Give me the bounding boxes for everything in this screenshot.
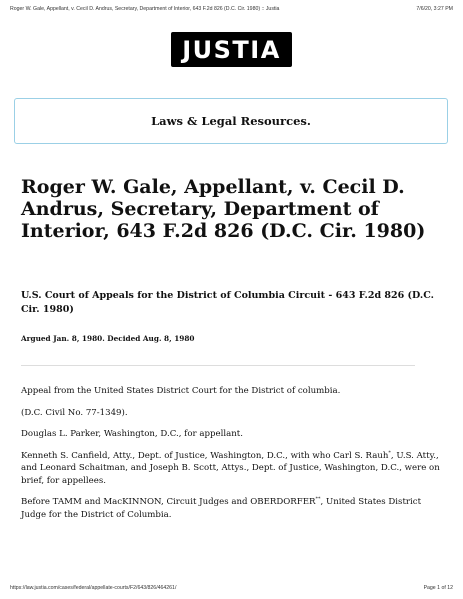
tagline-text: Laws & Legal Resources.: [151, 114, 311, 128]
appellant-counsel-paragraph: Douglas L. Parker, Washington, D.C., for appellant.: [21, 429, 243, 439]
court-citation: U.S. Court of Appeals for the District of Columbia Circuit - 643 F.2d 826 (D.C. Cir. 1980): [21, 290, 434, 315]
print-footer: [10, 585, 453, 591]
opinion-body: [21, 385, 441, 530]
justia-logo[interactable]: JUSTIA: [171, 32, 292, 67]
page-url: https://law.justia.com/cases/federal/appellate-courts/F2/643/826/464261/: [10, 585, 177, 591]
appellee-counsel-paragraph: [21, 450, 441, 488]
print-header-timestamp: 7/6/20, 3:27 PM: [416, 6, 453, 12]
panel-paragraph: [21, 496, 441, 521]
panel-text-b: , United States District Judge for the District of Columbia.: [21, 497, 422, 520]
appellee-counsel-text-b: , U.S. Atty., and Leonard Schaitman, and Joseph B. Scott, Attys., Dept. of Justice, Washington, D.C., were on brief, for appellees.: [21, 450, 440, 486]
page-number: Page 1 of 12: [423, 585, 453, 591]
print-header: [10, 6, 453, 12]
civil-number-paragraph: (D.C. Civil No. 77-1349).: [21, 407, 128, 418]
tagline-banner: [14, 98, 448, 144]
appellee-counsel-text-a: Kenneth S. Canfield, Atty., Dept. of Justice, Washington, D.C., with who Carl S. Rauh: [21, 450, 389, 461]
case-title: Roger W. Gale, Appellant, v. Cecil D. Andrus, Secretary, Department of Interior, 643 F.2d 826 (D.C. Cir. 1980): [21, 176, 426, 242]
footnote-marker-1[interactable]: *: [388, 449, 391, 456]
panel-text-a: Before TAMM and MacKINNON, Circuit Judges and OBERDORFER: [21, 497, 316, 507]
section-divider: [21, 365, 415, 366]
footnote-marker-2[interactable]: **: [315, 496, 321, 503]
appeal-paragraph: Appeal from the United States District Court for the District of columbia.: [21, 386, 341, 396]
print-header-title: Roger W. Gale, Appellant, v. Cecil D. Andrus, Secretary, Department of Interior, 643 F.2d 826 (D.C. Cir. 1980) :: Justia: [10, 6, 280, 12]
argued-decided-dates: Argued Jan. 8, 1980. Decided Aug. 8, 1980: [21, 334, 195, 343]
